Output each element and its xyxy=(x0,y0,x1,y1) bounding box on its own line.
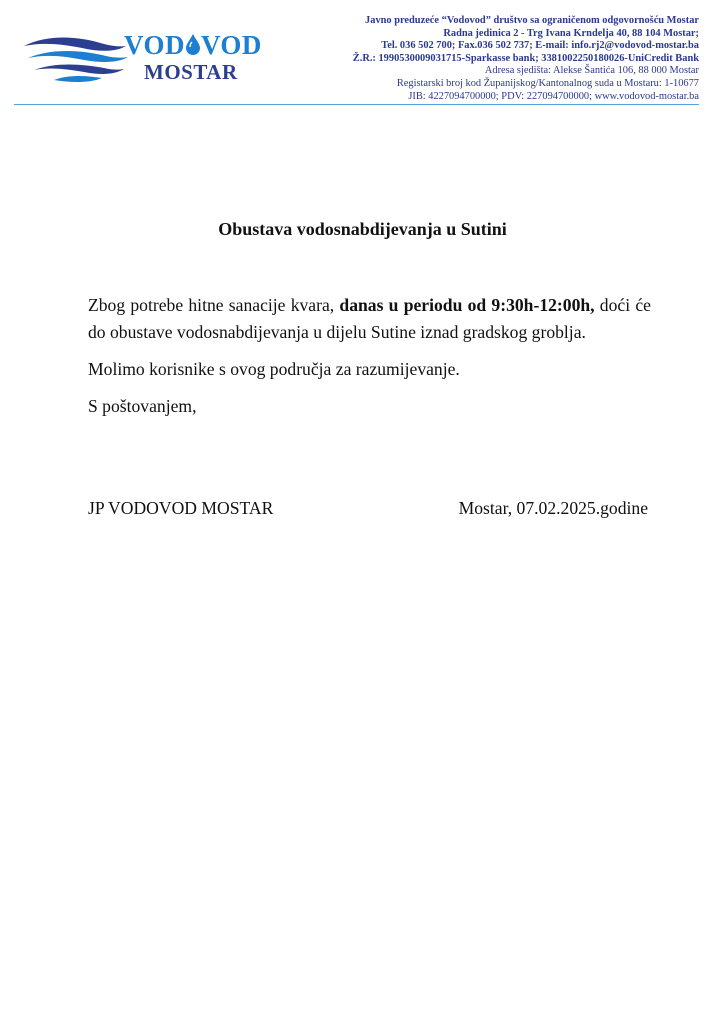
notice-paragraph xyxy=(88,292,651,346)
water-drop-icon xyxy=(185,33,201,55)
company-registry-line: Registarski broj kod Županijskog/Kantonalnog suda u Mostaru: 1-10677 xyxy=(396,77,699,89)
logo-wordmark-bottom: MOSTAR xyxy=(144,60,238,84)
closing-salutation: S poštovanjem, xyxy=(88,396,197,416)
logo-word-top-after: VOD xyxy=(200,30,262,60)
company-tax-web-line: JIB: 4227094700000; PDV: 227094700000; www.vodovod-mostar.ba xyxy=(408,90,699,102)
company-seat-line: Adresa sjedišta: Alekse Šantića 106, 88 000 Mostar xyxy=(484,65,699,77)
notice-rest-text: doći će do obustave vodosnabdijevanja u dijelu Sutine iznad gradskog groblja. xyxy=(88,295,651,342)
company-info xyxy=(259,15,699,103)
document-title: Obustava vodosnabdijevanja u Sutini xyxy=(218,219,507,239)
company-unit-address-line: Radna jedinica 2 - Trg Ivana Krndelja 40, 88 104 Mostar; xyxy=(443,27,699,39)
company-logo xyxy=(20,22,270,88)
notice-lead-text: Zbog potrebe hitne sanacije kvara, xyxy=(88,295,340,315)
company-contact-line: Tel. 036 502 700; Fax.036 502 737; E-mail: info.rj2@vodovod-mostar.ba xyxy=(381,40,699,52)
logo-word-top-before: VOD xyxy=(124,30,185,60)
letterhead-divider xyxy=(14,104,699,105)
notice-time-period: danas u periodu od 9:30h-12:00h, xyxy=(339,295,595,315)
signature-company: JP VODOVOD MOSTAR xyxy=(88,498,274,518)
water-waves-icon xyxy=(20,22,130,88)
logo-wordmark-top xyxy=(124,30,262,60)
place-and-date: Mostar, 07.02.2025.godine xyxy=(458,498,648,518)
company-bank-line: Ž.R.: 1990530009031715-Sparkasse bank; 3381002250180026-UniCredit Bank xyxy=(352,52,699,64)
company-name-line: Javno preduzeće “Vodovod” društvo sa ograničenom odgovornošću Mostar xyxy=(365,15,699,26)
apology-paragraph: Molimo korisnike s ovog područja za razumijevanje. xyxy=(88,359,460,379)
document-body xyxy=(88,292,651,420)
